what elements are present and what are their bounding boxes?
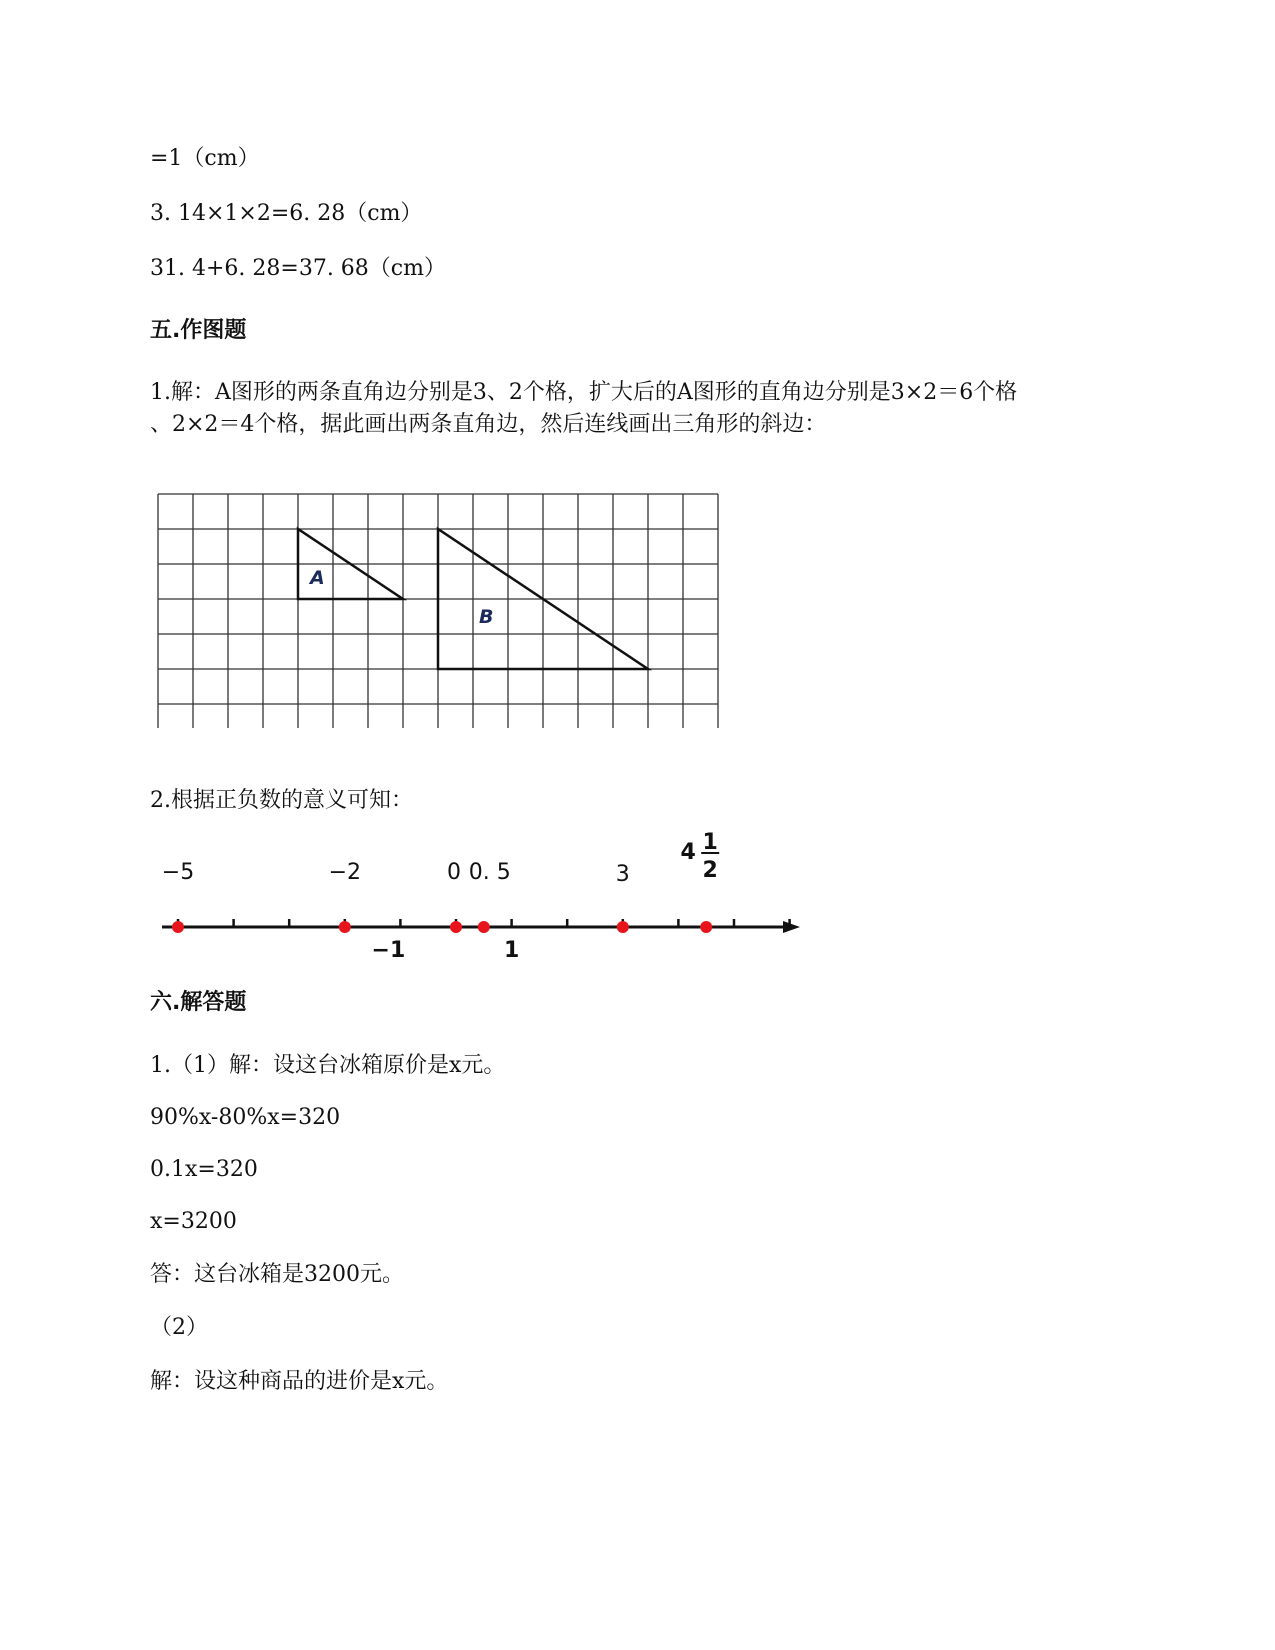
calc-line-1: =1（cm）	[150, 146, 260, 171]
label-mixed-numerator: 1	[702, 830, 718, 855]
number-line-point	[617, 921, 629, 933]
label-neg5: −5	[161, 860, 195, 885]
label-half: 0. 5	[468, 860, 511, 885]
answer-line-3: 0.1x=320	[150, 1157, 258, 1182]
answer-line-4: x=3200	[150, 1209, 237, 1234]
triangle-a-label: A	[310, 567, 325, 589]
label-three: 3	[615, 862, 630, 887]
number-line-point	[700, 921, 712, 933]
section-6-heading: 六.解答题	[150, 990, 247, 1015]
triangle-b-label: B	[479, 606, 494, 628]
section-5-heading: 五.作图题	[150, 318, 247, 343]
triangle-grid-figure	[150, 488, 730, 728]
number-line-figure	[150, 830, 840, 965]
number-line-point	[450, 921, 462, 933]
number-line-point	[172, 921, 184, 933]
answer-line-7: 解：设这种商品的进价是x元。	[150, 1369, 449, 1394]
label-mixed-denominator: 2	[702, 858, 718, 883]
answer-line-6: （2）	[150, 1315, 208, 1340]
q2-explanation: 2.根据正负数的意义可知：	[150, 788, 413, 813]
calc-line-2: 3. 14×1×2=6. 28（cm）	[150, 201, 423, 226]
answer-line-1: 1.（1）解：设这台冰箱原价是x元。	[150, 1053, 506, 1078]
label-one: 1	[503, 938, 520, 963]
number-line-arrow	[783, 921, 800, 933]
label-neg1: −1	[371, 938, 406, 963]
label-zero: 0	[447, 860, 461, 885]
calc-line-3: 31. 4+6. 28=37. 68（cm）	[150, 256, 446, 281]
label-neg2: −2	[328, 860, 362, 885]
label-mixed-whole: 4	[680, 840, 696, 865]
answer-line-2: 90%x-80%x=320	[150, 1105, 341, 1130]
q1-explanation-line-1: 1.解：A图形的两条直角边分别是3、2个格，扩大后的A图形的直角边分别是3×2＝6个格	[150, 380, 1018, 405]
answer-line-5: 答：这台冰箱是3200元。	[150, 1262, 404, 1287]
number-line-point	[339, 921, 351, 933]
q1-explanation-line-2: 、2×2＝4个格，据此画出两条直角边，然后连线画出三角形的斜边：	[150, 412, 827, 437]
number-line-point	[478, 921, 490, 933]
